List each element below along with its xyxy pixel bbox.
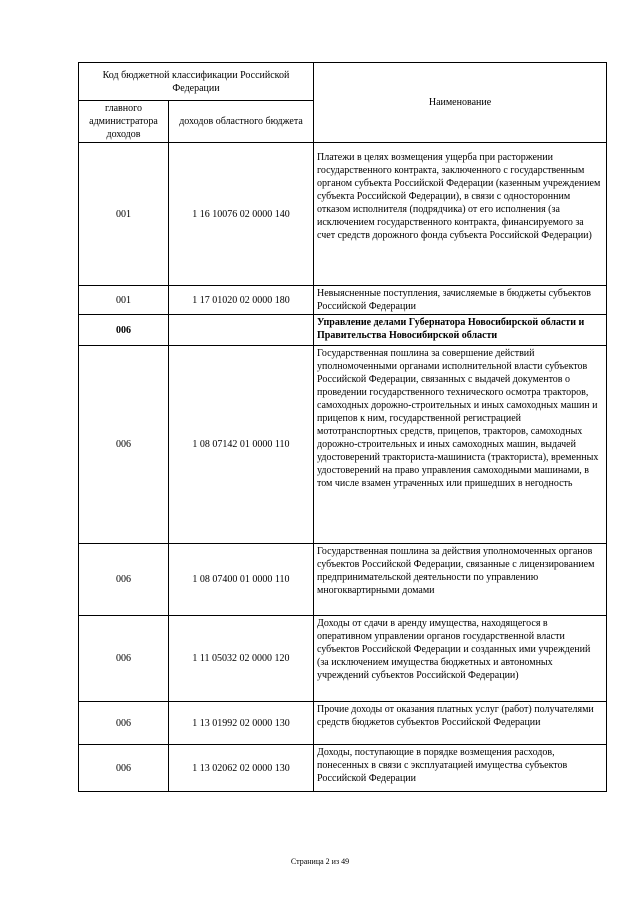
income-code-cell: 1 08 07142 01 0000 110 <box>169 346 314 544</box>
admin-code-cell: 001 <box>79 286 169 315</box>
page-number: Страница 2 из 49 <box>290 857 350 866</box>
admin-code-cell: 006 <box>79 544 169 616</box>
income-code-cell: 1 11 05032 02 0000 120 <box>169 616 314 702</box>
name-cell: Государственная пошлина за совершение действий уполномоченными органами исполнительной власти субъектов Российской Федерации, связанных с выдачей документов о проведении государственного технического осмотра тракторов, самоходных дорожно-строительных и иных самоходных машин и прицепов к ним, государственной регистрацией мототранспортных средств, прицепов, тракторов, самоходных дорожно-строительных и иных самоходных машин, выдачей удостоверений тракториста-машиниста (тракториста), временных удостоверений на право управления самоходными машинами, в том числе взамен утраченных или пришедших в негодность <box>314 346 607 544</box>
income-code-cell: 1 13 02062 02 0000 130 <box>169 745 314 792</box>
name-cell: Государственная пошлина за действия уполномоченных органов субъектов Российской Федерации, связанные с лицензированием предпринимательской деятельности по управлению многоквартирными домами <box>314 544 607 616</box>
name-cell: Прочие доходы от оказания платных услуг (работ) получателями средств бюджетов субъектов Российской Федерации <box>314 702 607 745</box>
income-code-cell: 1 13 01992 02 0000 130 <box>169 702 314 745</box>
name-cell: Платежи в целях возмещения ущерба при расторжении государственного контракта, заключенного с государственным органом субъекта Российской Федерации (казенным учреждением субъекта Российской Федерации), в связи с односторонним отказом исполнителя (подрядчика) от его исполнения (за исключением государственного контракта, финансируемого за счет средств дорожного фонда субъекта Российской Федерации) <box>314 143 607 286</box>
income-code-cell: 1 17 01020 02 0000 180 <box>169 286 314 315</box>
table-row-section <box>79 315 607 346</box>
table-row <box>79 286 607 315</box>
admin-code-cell: 006 <box>79 745 169 792</box>
section-name-cell: Управление делами Губернатора Новосибирской области и Правительства Новосибирской области <box>314 315 607 346</box>
header-admin: главного администратора доходов <box>79 101 169 143</box>
header-income: доходов областного бюджета <box>169 101 314 143</box>
header-name: Наименование <box>314 63 607 143</box>
table-row <box>79 616 607 702</box>
admin-code-cell: 006 <box>79 702 169 745</box>
header-kbk: Код бюджетной классификации Российской Федерации <box>79 63 314 101</box>
income-code-cell <box>169 315 314 346</box>
admin-code-cell: 006 <box>79 616 169 702</box>
table-row <box>79 346 607 544</box>
admin-code-cell: 001 <box>79 143 169 286</box>
budget-classification-table <box>78 62 607 792</box>
name-cell: Доходы от сдачи в аренду имущества, находящегося в оперативном управлении органов государственной власти субъектов Российской Федерации и созданных ими учреждений (за исключением имущества бюджетных и автономных учреждений субъектов Российской Федерации) <box>314 616 607 702</box>
admin-code-cell: 006 <box>79 315 169 346</box>
table-row <box>79 544 607 616</box>
table-row <box>79 745 607 792</box>
income-code-cell: 1 16 10076 02 0000 140 <box>169 143 314 286</box>
name-cell: Доходы, поступающие в порядке возмещения расходов, понесенных в связи с эксплуатацией имущества субъектов Российской Федерации <box>314 745 607 792</box>
name-cell: Невыясненные поступления, зачисляемые в бюджеты субъектов Российской Федерации <box>314 286 607 315</box>
table-row <box>79 143 607 286</box>
table-row <box>79 702 607 745</box>
admin-code-cell: 006 <box>79 346 169 544</box>
income-code-cell: 1 08 07400 01 0000 110 <box>169 544 314 616</box>
